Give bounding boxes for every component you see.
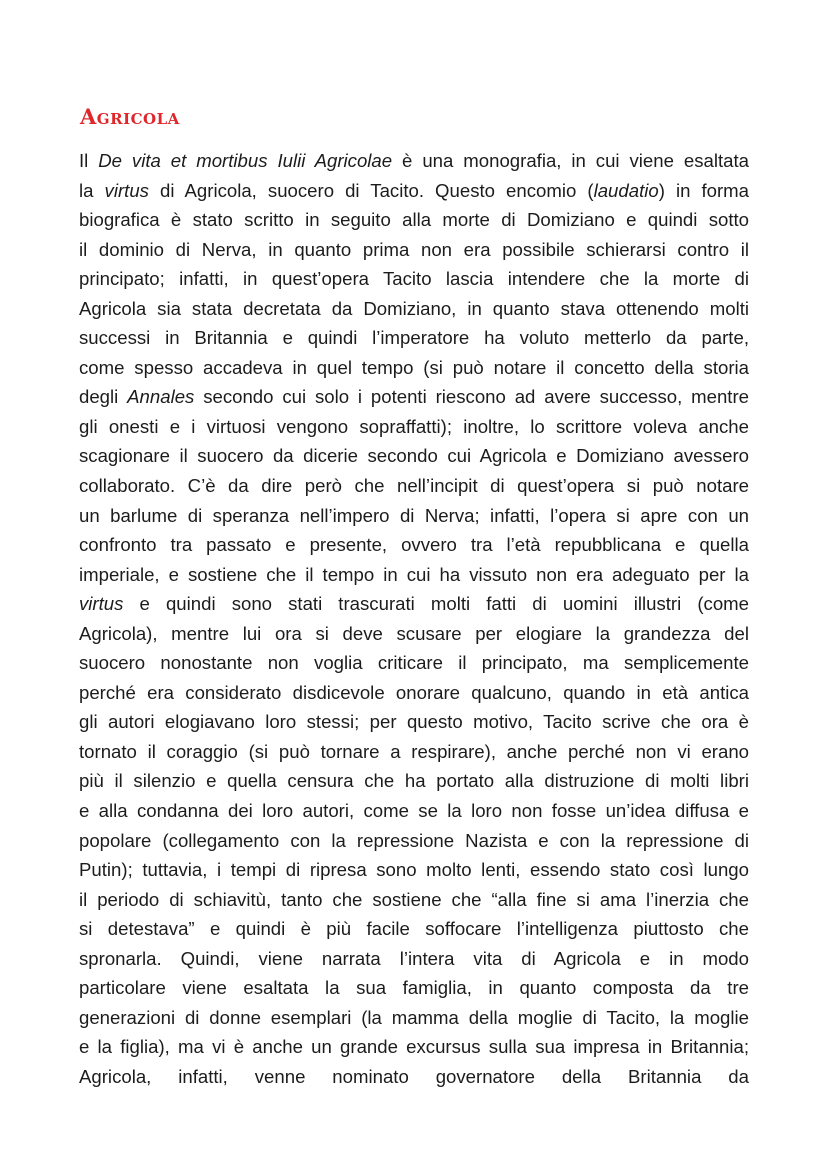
- text-line: [79, 176, 749, 206]
- text-segment: Agricola, infatti, venne nominato governatore della Britannia da: [79, 1065, 749, 1087]
- text-line: [79, 471, 749, 501]
- text-line: [79, 973, 749, 1003]
- text-segment: più il silenzio e quella censura che ha portato alla distruzione di molti libri: [79, 770, 749, 792]
- text-segment: Agricola), mentre lui ora si deve scusare per elogiare la grandezza del: [79, 622, 749, 644]
- text-segment: è una monografia, in cui viene esaltata: [392, 150, 749, 171]
- text-segment: il periodo di schiavitù, tanto che sostiene che “alla fine si ama l’inerzia che: [79, 888, 749, 910]
- text-segment: gli autori elogiavano loro stessi; per questo motivo, Tacito scrive che ora è: [79, 711, 749, 733]
- text-segment: come spesso accadeva in quel tempo (si può notare il concetto della storia: [79, 356, 749, 378]
- text-segment: e alla condanna dei loro autori, come se la loro non fosse un’idea diffusa e: [79, 800, 749, 822]
- italic-term: laudatio: [593, 179, 659, 201]
- text-segment: perché era considerato disdicevole onorare qualcuno, quando in età antica: [79, 681, 749, 703]
- text-segment: popolare (collegamento con la repressione Nazista e con la repressione di: [79, 829, 749, 851]
- text-line: [79, 855, 749, 885]
- italic-term: virtus: [104, 179, 149, 201]
- text-segment: principato; infatti, in quest’opera Tacito lascia intendere che la morte di: [79, 268, 749, 290]
- text-line: [79, 205, 749, 235]
- text-line: [79, 530, 749, 560]
- text-line: [79, 707, 749, 737]
- text-line: [79, 914, 749, 944]
- text-segment: ) in forma: [658, 179, 750, 201]
- text-segment: scagionare il suocero da dicerie secondo cui Agricola e Domiziano avessero: [79, 445, 749, 467]
- text-segment: il dominio di Nerva, in quanto prima non era possibile schierarsi contro il: [79, 238, 749, 260]
- text-line: [79, 235, 749, 265]
- text-segment: spronarla. Quindi, viene narrata l’intera vita di Agricola e in modo: [79, 947, 749, 969]
- text-segment: Agricola sia stata decretata da Domiziano, in quanto stava ottenendo molti: [79, 297, 749, 319]
- text-segment: Putin); tuttavia, i tempi di ripresa sono molto lenti, essendo stato così lungo: [79, 859, 749, 881]
- text-line: [79, 589, 749, 619]
- text-segment: imperiale, e sostiene che il tempo in cui ha vissuto non era adeguato per la: [79, 563, 749, 585]
- text-segment: gli onesti e i virtuosi vengono sopraffatti); inoltre, lo scrittore voleva anche: [79, 415, 749, 437]
- text-line: [79, 353, 749, 383]
- text-line: [79, 264, 749, 294]
- text-line: [79, 796, 749, 826]
- italic-term: De vita et mortibus Iulii Agricolae: [98, 150, 393, 171]
- text-line: [79, 885, 749, 915]
- text-line: [79, 1003, 749, 1033]
- text-line: [79, 678, 749, 708]
- text-segment: biografica è stato scritto in seguito alla morte di Domiziano e quindi sotto: [79, 209, 749, 231]
- text-line: [79, 826, 749, 856]
- text-segment: confronto tra passato e presente, ovvero tra l’età repubblicana e quella: [79, 534, 749, 556]
- text-line: [79, 648, 749, 678]
- text-line: [79, 441, 749, 471]
- body-paragraph: [79, 146, 749, 1092]
- italic-term: Annales: [127, 386, 195, 408]
- text-segment: di Agricola, suocero di Tacito. Questo encomio (: [148, 179, 594, 201]
- text-line: [79, 501, 749, 531]
- text-segment: degli: [79, 386, 128, 408]
- text-segment: suocero nonostante non voglia criticare il principato, ma semplicemente: [79, 652, 749, 674]
- text-segment: la: [79, 179, 105, 201]
- text-segment: successi in Britannia e quindi l’imperatore ha voluto metterlo da parte,: [79, 327, 749, 349]
- text-line: [79, 412, 749, 442]
- text-segment: Il: [79, 150, 99, 171]
- text-line: [79, 560, 749, 590]
- text-segment: collaborato. C’è da dire però che nell’incipit di quest’opera si può notare: [79, 475, 749, 497]
- text-segment: si detestava” e quindi è più facile soffocare l’intelligenza piuttosto che: [79, 918, 749, 940]
- text-line: [79, 1062, 749, 1092]
- text-segment: tornato il coraggio (si può tornare a respirare), anche perché non vi erano: [79, 740, 749, 762]
- italic-term: virtus: [79, 593, 124, 615]
- text-line: [79, 294, 749, 324]
- text-segment: un barlume di speranza nell’impero di Nerva; infatti, l’opera si apre con un: [79, 504, 749, 526]
- text-segment: generazioni di donne esemplari (la mamma della moglie di Tacito, la moglie: [79, 1006, 749, 1028]
- text-line: [79, 146, 749, 176]
- text-segment: e quindi sono stati trascurati molti fatti di uomini illustri (come: [123, 593, 749, 615]
- text-segment: e la figlia), ma vi è anche un grande excursus sulla sua impresa in Britannia;: [79, 1036, 749, 1058]
- text-line: [79, 944, 749, 974]
- text-line: [79, 766, 749, 796]
- text-line: [79, 382, 749, 412]
- text-line: [79, 737, 749, 767]
- text-segment: secondo cui solo i potenti riescono ad avere successo, mentre: [194, 386, 750, 408]
- section-title: Agricola: [80, 104, 180, 129]
- text-line: [79, 619, 749, 649]
- text-line: [79, 323, 749, 353]
- text-line: [79, 1032, 749, 1062]
- text-segment: particolare viene esaltata la sua famiglia, in quanto composta da tre: [79, 977, 749, 999]
